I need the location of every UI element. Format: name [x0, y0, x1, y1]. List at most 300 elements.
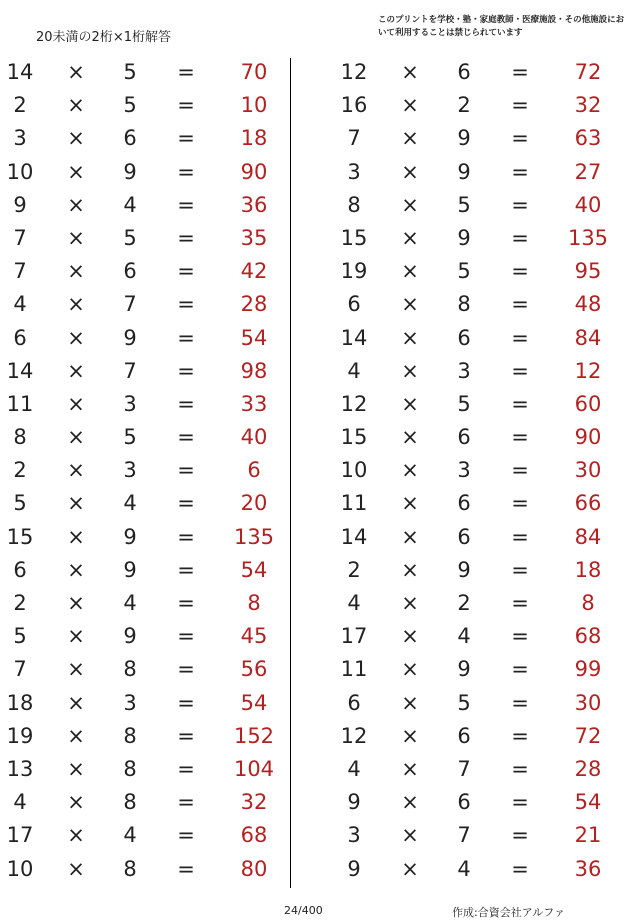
times-sign: × — [67, 60, 85, 84]
multiplicand: 9 — [13, 192, 27, 217]
equals-sign: = — [511, 856, 529, 881]
problem-row — [334, 322, 634, 355]
times-sign: × — [401, 756, 419, 781]
multiplicand: 4 — [347, 358, 361, 383]
problem-row — [0, 554, 300, 587]
right-problem-column — [334, 56, 634, 886]
problem-row — [334, 89, 634, 122]
problem-row — [334, 720, 634, 753]
problem-row — [334, 753, 634, 786]
multiplier: 8 — [123, 756, 137, 781]
equals-sign: = — [511, 60, 529, 84]
multiplicand: 8 — [347, 192, 361, 217]
equals-sign: = — [177, 856, 195, 881]
times-sign: × — [67, 690, 85, 715]
times-sign: × — [401, 557, 419, 582]
multiplicand: 6 — [13, 325, 27, 350]
times-sign: × — [401, 491, 419, 516]
answer: 28 — [240, 292, 268, 317]
problem-row — [0, 255, 300, 288]
multiplier: 4 — [123, 591, 137, 615]
multiplicand: 6 — [13, 557, 27, 582]
times-sign: × — [401, 823, 419, 848]
times-sign: × — [67, 93, 85, 118]
equals-sign: = — [511, 259, 529, 284]
multiplicand: 2 — [13, 93, 27, 118]
answer: 98 — [240, 358, 268, 383]
multiplier: 7 — [123, 358, 137, 383]
answer: 135 — [567, 225, 609, 250]
multiplicand: 9 — [347, 790, 361, 815]
equals-sign: = — [177, 557, 195, 582]
multiplicand: 14 — [340, 325, 368, 350]
equals-sign: = — [511, 557, 529, 582]
equals-sign: = — [177, 458, 195, 483]
multiplicand: 3 — [347, 823, 361, 848]
times-sign: × — [401, 624, 419, 649]
answer: 21 — [574, 823, 602, 848]
answer: 8 — [581, 591, 595, 615]
problem-row — [0, 222, 300, 255]
times-sign: × — [67, 557, 85, 582]
problem-row — [0, 620, 300, 653]
equals-sign: = — [511, 823, 529, 848]
multiplicand: 11 — [340, 657, 368, 682]
answer: 63 — [574, 126, 602, 151]
answer: 40 — [574, 192, 602, 217]
answer: 56 — [240, 657, 268, 682]
problem-row — [334, 521, 634, 554]
answer: 30 — [574, 458, 602, 483]
multiplier: 4 — [457, 624, 471, 649]
multiplicand: 4 — [13, 292, 27, 317]
problem-row — [0, 653, 300, 686]
answer: 84 — [574, 524, 602, 549]
multiplicand: 8 — [13, 425, 27, 450]
answer: 90 — [240, 159, 268, 184]
problem-row — [0, 122, 300, 155]
answer: 32 — [574, 93, 602, 118]
equals-sign: = — [511, 458, 529, 483]
answer: 27 — [574, 159, 602, 184]
multiplicand: 14 — [6, 60, 34, 84]
problem-row — [0, 388, 300, 421]
equals-sign: = — [177, 126, 195, 151]
multiplicand: 11 — [340, 491, 368, 516]
usage-notice: このプリントを学校・塾・家庭教師・医療施設・その他施設において利用することは禁じられています — [378, 15, 625, 38]
multiplier: 2 — [457, 591, 471, 615]
multiplicand: 3 — [13, 126, 27, 151]
problem-row — [0, 89, 300, 122]
problem-row — [334, 355, 634, 388]
multiplier: 6 — [123, 126, 137, 151]
multiplier: 3 — [123, 690, 137, 715]
multiplicand: 12 — [340, 391, 368, 416]
equals-sign: = — [177, 259, 195, 284]
equals-sign: = — [511, 192, 529, 217]
answer: 68 — [240, 823, 268, 848]
times-sign: × — [67, 723, 85, 748]
times-sign: × — [401, 425, 419, 450]
multiplicand: 19 — [340, 259, 368, 284]
multiplicand: 4 — [347, 591, 361, 615]
problem-row — [334, 786, 634, 819]
answer: 35 — [240, 225, 268, 250]
multiplicand: 2 — [347, 557, 361, 582]
equals-sign: = — [511, 723, 529, 748]
times-sign: × — [67, 790, 85, 815]
multiplier: 5 — [457, 690, 471, 715]
answer: 72 — [574, 723, 602, 748]
multiplicand: 6 — [347, 292, 361, 317]
times-sign: × — [401, 856, 419, 881]
problem-row — [0, 786, 300, 819]
answer: 42 — [240, 259, 268, 284]
problem-row — [0, 587, 300, 620]
multiplier: 5 — [457, 192, 471, 217]
answer: 32 — [240, 790, 268, 815]
equals-sign: = — [177, 93, 195, 118]
times-sign: × — [401, 690, 419, 715]
multiplicand: 18 — [6, 690, 34, 715]
multiplicand: 2 — [13, 458, 27, 483]
equals-sign: = — [177, 491, 195, 516]
times-sign: × — [401, 790, 419, 815]
equals-sign: = — [177, 225, 195, 250]
times-sign: × — [67, 756, 85, 781]
times-sign: × — [401, 126, 419, 151]
problem-row — [0, 819, 300, 852]
multiplicand: 7 — [13, 259, 27, 284]
times-sign: × — [401, 358, 419, 383]
equals-sign: = — [177, 624, 195, 649]
problem-row — [334, 587, 634, 620]
multiplier: 5 — [123, 93, 137, 118]
answer: 36 — [240, 192, 268, 217]
equals-sign: = — [511, 391, 529, 416]
equals-sign: = — [511, 491, 529, 516]
answer: 20 — [240, 491, 268, 516]
answer: 40 — [240, 425, 268, 450]
multiplier: 9 — [123, 557, 137, 582]
times-sign: × — [67, 391, 85, 416]
multiplier: 6 — [457, 790, 471, 815]
multiplicand: 4 — [347, 756, 361, 781]
problem-row — [334, 255, 634, 288]
problem-row — [0, 487, 300, 520]
times-sign: × — [401, 225, 419, 250]
problem-row — [0, 720, 300, 753]
multiplier: 3 — [457, 458, 471, 483]
times-sign: × — [401, 524, 419, 549]
multiplier: 6 — [457, 425, 471, 450]
multiplier: 6 — [123, 259, 137, 284]
answer: 99 — [574, 657, 602, 682]
equals-sign: = — [177, 159, 195, 184]
problem-row — [334, 853, 634, 886]
equals-sign: = — [511, 358, 529, 383]
problem-row — [0, 156, 300, 189]
answer: 66 — [574, 491, 602, 516]
answer: 60 — [574, 391, 602, 416]
multiplier: 5 — [123, 425, 137, 450]
multiplicand: 5 — [13, 491, 27, 516]
multiplicand: 7 — [347, 126, 361, 151]
times-sign: × — [401, 159, 419, 184]
multiplicand: 11 — [6, 391, 34, 416]
multiplier: 4 — [457, 856, 471, 881]
times-sign: × — [67, 259, 85, 284]
multiplier: 4 — [123, 192, 137, 217]
answer: 135 — [233, 524, 275, 549]
multiplier: 9 — [457, 557, 471, 582]
times-sign: × — [67, 657, 85, 682]
multiplicand: 3 — [347, 159, 361, 184]
problem-row — [334, 687, 634, 720]
multiplier: 8 — [123, 657, 137, 682]
equals-sign: = — [511, 524, 529, 549]
answer: 95 — [574, 259, 602, 284]
problem-row — [0, 189, 300, 222]
times-sign: × — [401, 60, 419, 84]
multiplier: 9 — [457, 159, 471, 184]
multiplicand: 14 — [340, 524, 368, 549]
multiplier: 5 — [457, 259, 471, 284]
equals-sign: = — [177, 524, 195, 549]
multiplicand: 2 — [13, 591, 27, 615]
equals-sign: = — [177, 756, 195, 781]
times-sign: × — [67, 126, 85, 151]
answer: 152 — [233, 723, 275, 748]
problem-row — [334, 156, 634, 189]
problem-row — [334, 620, 634, 653]
multiplicand: 15 — [340, 425, 368, 450]
times-sign: × — [67, 458, 85, 483]
answer: 70 — [240, 60, 268, 84]
problem-row — [0, 687, 300, 720]
answer: 54 — [240, 325, 268, 350]
problem-row — [334, 487, 634, 520]
equals-sign: = — [511, 756, 529, 781]
equals-sign: = — [511, 657, 529, 682]
multiplier: 7 — [457, 823, 471, 848]
answer: 8 — [247, 591, 261, 615]
answer: 54 — [240, 557, 268, 582]
times-sign: × — [67, 292, 85, 317]
problem-row — [0, 288, 300, 321]
answer: 10 — [240, 93, 268, 118]
multiplier: 8 — [457, 292, 471, 317]
times-sign: × — [67, 823, 85, 848]
equals-sign: = — [177, 591, 195, 615]
equals-sign: = — [511, 292, 529, 317]
multiplier: 2 — [457, 93, 471, 118]
times-sign: × — [67, 856, 85, 881]
answer: 18 — [574, 557, 602, 582]
multiplicand: 5 — [13, 624, 27, 649]
multiplier: 4 — [123, 823, 137, 848]
equals-sign: = — [177, 325, 195, 350]
multiplier: 9 — [457, 225, 471, 250]
answer: 54 — [574, 790, 602, 815]
multiplicand: 12 — [340, 60, 368, 84]
page-number: 24/400 — [284, 904, 323, 917]
multiplicand: 7 — [13, 657, 27, 682]
multiplier: 8 — [123, 723, 137, 748]
times-sign: × — [67, 192, 85, 217]
answer: 48 — [574, 292, 602, 317]
times-sign: × — [67, 159, 85, 184]
problem-row — [334, 554, 634, 587]
answer: 6 — [247, 458, 261, 483]
problem-row — [334, 388, 634, 421]
equals-sign: = — [177, 790, 195, 815]
multiplicand: 13 — [6, 756, 34, 781]
times-sign: × — [401, 591, 419, 615]
author-credit: 作成:合資会社アルファ — [452, 906, 566, 919]
times-sign: × — [67, 491, 85, 516]
problem-row — [334, 56, 634, 89]
multiplier: 3 — [123, 391, 137, 416]
equals-sign: = — [511, 624, 529, 649]
multiplicand: 16 — [340, 93, 368, 118]
equals-sign: = — [511, 126, 529, 151]
problem-row — [0, 56, 300, 89]
multiplicand: 9 — [347, 856, 361, 881]
times-sign: × — [67, 624, 85, 649]
equals-sign: = — [511, 325, 529, 350]
answer: 68 — [574, 624, 602, 649]
times-sign: × — [401, 391, 419, 416]
times-sign: × — [67, 591, 85, 615]
multiplier: 5 — [457, 391, 471, 416]
multiplier: 8 — [123, 790, 137, 815]
times-sign: × — [401, 192, 419, 217]
multiplicand: 14 — [6, 358, 34, 383]
answer: 45 — [240, 624, 268, 649]
times-sign: × — [401, 292, 419, 317]
answer: 28 — [574, 756, 602, 781]
answer: 12 — [574, 358, 602, 383]
problem-row — [334, 421, 634, 454]
times-sign: × — [67, 225, 85, 250]
answer: 54 — [240, 690, 268, 715]
equals-sign: = — [177, 425, 195, 450]
problem-row — [0, 355, 300, 388]
times-sign: × — [401, 325, 419, 350]
equals-sign: = — [177, 358, 195, 383]
multiplicand: 10 — [6, 856, 34, 881]
column-divider — [290, 58, 291, 888]
equals-sign: = — [177, 657, 195, 682]
equals-sign: = — [177, 723, 195, 748]
times-sign: × — [401, 458, 419, 483]
problem-row — [334, 222, 634, 255]
equals-sign: = — [511, 690, 529, 715]
times-sign: × — [401, 657, 419, 682]
times-sign: × — [67, 524, 85, 549]
answer: 72 — [574, 60, 602, 84]
times-sign: × — [67, 325, 85, 350]
multiplier: 6 — [457, 491, 471, 516]
multiplier: 5 — [123, 225, 137, 250]
multiplier: 6 — [457, 60, 471, 84]
multiplicand: 7 — [13, 225, 27, 250]
multiplier: 6 — [457, 723, 471, 748]
answer: 36 — [574, 856, 602, 881]
problem-row — [0, 454, 300, 487]
multiplier: 9 — [457, 126, 471, 151]
multiplier: 7 — [123, 292, 137, 317]
times-sign: × — [67, 425, 85, 450]
multiplicand: 15 — [340, 225, 368, 250]
equals-sign: = — [511, 790, 529, 815]
answer: 104 — [233, 756, 275, 781]
problem-row — [334, 819, 634, 852]
multiplier: 3 — [457, 358, 471, 383]
problem-row — [0, 853, 300, 886]
multiplier: 4 — [123, 491, 137, 516]
multiplicand: 12 — [340, 723, 368, 748]
equals-sign: = — [177, 292, 195, 317]
problem-row — [334, 288, 634, 321]
equals-sign: = — [511, 225, 529, 250]
equals-sign: = — [511, 425, 529, 450]
multiplier: 9 — [123, 325, 137, 350]
page-title: 20未満の2桁×1桁解答 — [36, 30, 171, 45]
multiplier: 7 — [457, 756, 471, 781]
equals-sign: = — [177, 60, 195, 84]
multiplier: 3 — [123, 458, 137, 483]
answer: 80 — [240, 856, 268, 881]
multiplicand: 19 — [6, 723, 34, 748]
problem-row — [0, 322, 300, 355]
problem-row — [334, 653, 634, 686]
times-sign: × — [67, 358, 85, 383]
equals-sign: = — [511, 591, 529, 615]
answer: 30 — [574, 690, 602, 715]
answer: 33 — [240, 391, 268, 416]
multiplicand: 10 — [6, 159, 34, 184]
equals-sign: = — [177, 391, 195, 416]
multiplicand: 10 — [340, 458, 368, 483]
equals-sign: = — [177, 823, 195, 848]
answer: 18 — [240, 126, 268, 151]
multiplicand: 6 — [347, 690, 361, 715]
times-sign: × — [401, 259, 419, 284]
multiplicand: 4 — [13, 790, 27, 815]
multiplier: 5 — [123, 60, 137, 84]
multiplier: 9 — [123, 624, 137, 649]
multiplicand: 15 — [6, 524, 34, 549]
problem-row — [334, 122, 634, 155]
equals-sign: = — [511, 93, 529, 118]
answer: 90 — [574, 425, 602, 450]
equals-sign: = — [177, 192, 195, 217]
problem-row — [334, 454, 634, 487]
times-sign: × — [401, 723, 419, 748]
multiplicand: 17 — [340, 624, 368, 649]
problem-row — [334, 189, 634, 222]
multiplier: 9 — [123, 524, 137, 549]
problem-row — [0, 753, 300, 786]
multiplier: 6 — [457, 524, 471, 549]
left-problem-column — [0, 56, 300, 886]
multiplier: 6 — [457, 325, 471, 350]
times-sign: × — [401, 93, 419, 118]
problem-row — [0, 521, 300, 554]
multiplicand: 17 — [6, 823, 34, 848]
